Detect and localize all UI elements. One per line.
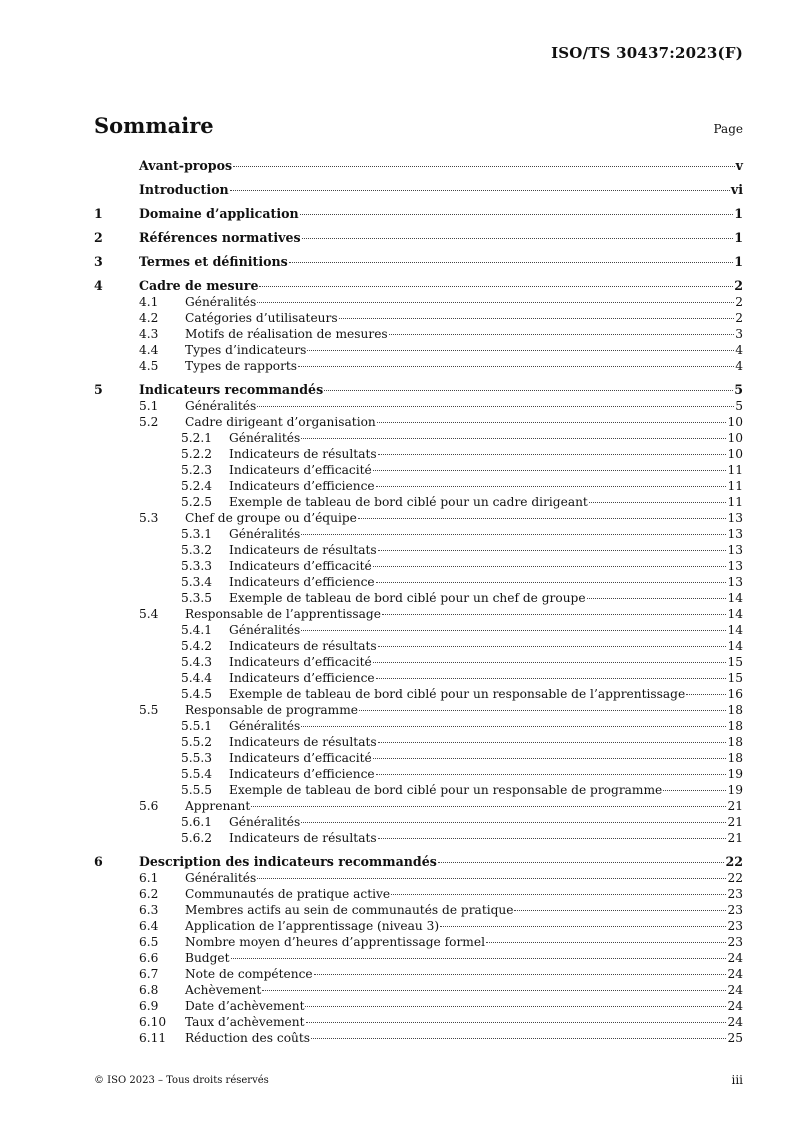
toc-entry[interactable]	[94, 934, 743, 950]
page-number: iii	[731, 1073, 743, 1087]
dot-leader	[376, 582, 727, 583]
toc-entry[interactable]	[94, 766, 743, 782]
dot-leader	[314, 974, 727, 975]
dot-leader	[376, 486, 727, 487]
dot-leader	[289, 262, 733, 263]
dot-leader	[358, 518, 727, 519]
toc-entry[interactable]	[94, 902, 743, 918]
toc-entry-number: 5.3.4	[181, 575, 213, 589]
toc-entry-label: Généralités	[185, 399, 257, 413]
toc-entry-page: 2	[735, 311, 743, 325]
dot-leader	[373, 566, 727, 567]
toc-entry-page: 1	[734, 254, 743, 269]
toc-entry[interactable]	[94, 950, 743, 966]
toc-entry-label: Catégories d’utilisateurs	[185, 311, 338, 325]
toc-entry[interactable]	[94, 830, 743, 846]
toc-entry-page: 15	[727, 655, 743, 669]
toc-entry-number: 6.2	[139, 887, 159, 901]
toc-entry-page: 23	[727, 903, 743, 917]
toc-entry[interactable]	[94, 278, 743, 294]
toc-entry-number: 6.5	[139, 935, 159, 949]
toc-entry-label: Avant-propos	[139, 158, 233, 173]
dot-leader	[440, 926, 726, 927]
toc-entry-number: 4.2	[139, 311, 159, 325]
toc-entry-page: 13	[727, 527, 743, 541]
dot-leader	[257, 302, 734, 303]
dot-leader	[376, 678, 727, 679]
dot-leader	[378, 454, 727, 455]
toc-entry[interactable]	[94, 918, 743, 934]
toc-entry-label: Domaine d’application	[139, 206, 299, 221]
toc-entry-label: Types d’indicateurs	[185, 343, 307, 357]
dot-leader	[359, 710, 726, 711]
dot-leader	[373, 662, 727, 663]
toc-entry[interactable]	[94, 734, 743, 750]
toc-entry-page: 10	[727, 431, 743, 445]
toc-entry-number: 5.6	[139, 799, 159, 813]
toc-entry[interactable]	[94, 462, 743, 478]
toc-entry[interactable]	[94, 686, 743, 702]
dot-leader	[233, 166, 735, 167]
dot-leader	[663, 790, 726, 791]
dot-leader	[262, 990, 726, 991]
dot-leader	[231, 958, 727, 959]
toc-entry-number: 5.4.4	[181, 671, 213, 685]
toc-entry-label: Généralités	[229, 623, 301, 637]
toc-entry-number: 6.7	[139, 967, 159, 981]
toc-entry-page: 13	[727, 543, 743, 557]
toc-entry-number: 5.3.2	[181, 543, 213, 557]
toc-entry-page: 13	[727, 575, 743, 589]
toc-entry-page: 5	[734, 382, 743, 397]
toc-entry[interactable]	[94, 294, 743, 310]
toc-entry-number: 4.5	[139, 359, 159, 373]
toc-entry-page: 14	[727, 591, 743, 605]
toc-entry-label: Indicateurs d’efficience	[229, 479, 375, 493]
toc-entry-page: 3	[735, 327, 743, 341]
dot-leader	[391, 894, 726, 895]
toc-entry[interactable]	[94, 782, 743, 798]
toc-entry-page: 10	[727, 447, 743, 461]
toc-entry-number: 6.8	[139, 983, 159, 997]
toc-entry[interactable]	[94, 574, 743, 590]
toc-entry-page: 1	[734, 206, 743, 221]
toc-entry-page: 14	[727, 607, 743, 621]
toc-entry-number: 6.3	[139, 903, 159, 917]
page-column-label: Page	[713, 122, 743, 136]
dot-leader	[377, 422, 727, 423]
toc-entry[interactable]	[94, 718, 743, 734]
toc-entry-label: Cadre dirigeant d’organisation	[185, 415, 376, 429]
toc-entry[interactable]	[94, 446, 743, 462]
toc-entry-page: 14	[727, 623, 743, 637]
toc-entry[interactable]	[94, 254, 743, 270]
toc-entry[interactable]	[94, 670, 743, 686]
dot-leader	[339, 318, 735, 319]
toc-entry[interactable]	[94, 998, 743, 1014]
dot-leader	[438, 862, 725, 863]
toc-entry-label: Membres actifs au sein de communautés de pratique	[185, 903, 514, 917]
toc-entry-number: 6	[94, 854, 103, 869]
toc-title-row	[94, 113, 743, 138]
toc-entry-label: Exemple de tableau de bord ciblé pour un responsable de programme	[229, 783, 663, 797]
dot-leader	[306, 1022, 727, 1023]
toc-entry-label: Description des indicateurs recommandés	[139, 854, 437, 869]
dot-leader	[378, 646, 727, 647]
dot-leader	[378, 550, 727, 551]
dot-leader	[686, 694, 726, 695]
dot-leader	[311, 1038, 726, 1039]
toc-entry[interactable]	[94, 478, 743, 494]
toc-entry-page: 18	[727, 751, 743, 765]
toc-entry-label: Indicateurs d’efficience	[229, 767, 375, 781]
toc-entry-number: 5.3.1	[181, 527, 213, 541]
toc-entry-page: 16	[727, 687, 743, 701]
toc-entry[interactable]	[94, 854, 743, 870]
toc-entry-number: 5.4.2	[181, 639, 213, 653]
toc-entry-label: Application de l’apprentissage (niveau 3)	[185, 919, 440, 933]
toc-entry-page: 21	[727, 815, 743, 829]
toc-entry-number: 5	[94, 382, 103, 397]
dot-leader	[230, 190, 730, 191]
dot-leader	[301, 822, 726, 823]
toc-entry-page: 11	[727, 495, 743, 509]
toc-entry-number: 5.1	[139, 399, 159, 413]
toc-entry-number: 5.5.4	[181, 767, 213, 781]
toc-entry-page: 18	[727, 735, 743, 749]
toc-entry-label: Chef de groupe ou d’équipe	[185, 511, 357, 525]
dot-leader	[376, 774, 727, 775]
toc-entry[interactable]	[94, 702, 743, 718]
toc-entry-number: 5.2.1	[181, 431, 213, 445]
toc-entry-page: 13	[727, 559, 743, 573]
toc-entry-page: 19	[727, 767, 743, 781]
toc-entry-label: Exemple de tableau de bord ciblé pour un cadre dirigeant	[229, 495, 588, 509]
toc-entry-page: 22	[727, 871, 743, 885]
toc-entry-page: 13	[727, 511, 743, 525]
toc-entry[interactable]	[94, 798, 743, 814]
copyright-notice: © ISO 2023 – Tous droits réservés	[94, 1075, 269, 1086]
toc-entry-page: v	[735, 158, 743, 173]
dot-leader	[389, 334, 735, 335]
toc-entry[interactable]	[94, 430, 743, 446]
dot-leader	[373, 758, 727, 759]
toc-entry-label: Apprenant	[185, 799, 251, 813]
toc-entry-number: 5.2.5	[181, 495, 213, 509]
toc-entry-page: 18	[727, 719, 743, 733]
toc-entry-page: 23	[727, 887, 743, 901]
dot-leader	[251, 806, 726, 807]
dot-leader	[514, 910, 726, 911]
toc-entry[interactable]	[94, 382, 743, 398]
toc-entry[interactable]	[94, 654, 743, 670]
toc-entry[interactable]	[94, 494, 743, 510]
toc-entry-number: 5.3.5	[181, 591, 213, 605]
toc-entry-number: 6.10	[139, 1015, 167, 1029]
dot-leader	[300, 214, 734, 215]
toc-entry-page: 23	[727, 919, 743, 933]
toc-entry[interactable]	[94, 542, 743, 558]
toc-entry[interactable]	[94, 870, 743, 886]
toc-entry[interactable]	[94, 814, 743, 830]
toc-entry-number: 5.6.2	[181, 831, 213, 845]
toc-entry[interactable]	[94, 510, 743, 526]
toc-entry-page: 1	[734, 230, 743, 245]
toc-entry-page: vi	[730, 182, 743, 197]
toc-entry-page: 23	[727, 935, 743, 949]
toc-entry[interactable]	[94, 230, 743, 246]
toc-entry[interactable]	[94, 886, 743, 902]
toc-entry[interactable]	[94, 158, 743, 174]
toc-entry-label: Indicateurs d’efficience	[229, 671, 375, 685]
toc-entry-number: 5.5	[139, 703, 159, 717]
toc-entry-page: 14	[727, 639, 743, 653]
toc-entry-label: Motifs de réalisation de mesures	[185, 327, 388, 341]
toc-entry-label: Indicateurs d’efficacité	[229, 655, 372, 669]
dot-leader	[486, 942, 727, 943]
dot-leader	[302, 238, 734, 239]
toc-entry-number: 3	[94, 254, 103, 269]
toc-entry[interactable]	[94, 206, 743, 222]
toc-entry-number: 1	[94, 206, 103, 221]
toc-entry[interactable]	[94, 310, 743, 326]
toc-entry-number: 6.9	[139, 999, 159, 1013]
toc-entry-label: Généralités	[229, 527, 301, 541]
dot-leader	[589, 502, 727, 503]
toc-entry-label: Généralités	[229, 719, 301, 733]
toc-entry-page: 11	[727, 479, 743, 493]
toc-entry-label: Généralités	[229, 815, 301, 829]
toc-entry-number: 5.5.2	[181, 735, 213, 749]
toc-entry-number: 2	[94, 230, 103, 245]
toc-entry-number: 5.5.3	[181, 751, 213, 765]
toc-entry-number: 6.6	[139, 951, 159, 965]
toc-entry-page: 24	[727, 951, 743, 965]
toc-entry-number: 5.2.2	[181, 447, 213, 461]
toc-entry-label: Budget	[185, 951, 230, 965]
toc-entry-label: Responsable de programme	[185, 703, 359, 717]
toc-entry-label: Achèvement	[185, 983, 262, 997]
toc-entry-page: 2	[734, 278, 743, 293]
toc-entry[interactable]	[94, 414, 743, 430]
toc-entry[interactable]	[94, 342, 743, 358]
dot-leader	[382, 614, 727, 615]
toc-entry-page: 21	[727, 799, 743, 813]
toc-entry-label: Date d’achèvement	[185, 999, 305, 1013]
toc-entry-label: Références normatives	[139, 230, 301, 245]
toc-entry-number: 5.6.1	[181, 815, 213, 829]
toc-entry-number: 6.4	[139, 919, 159, 933]
dot-leader	[301, 630, 726, 631]
page-title: Sommaire	[94, 113, 214, 138]
dot-leader	[301, 726, 726, 727]
toc-entry[interactable]	[94, 638, 743, 654]
toc-entry-page: 2	[735, 295, 743, 309]
toc-entry-number: 5.5.1	[181, 719, 213, 733]
toc-entry-label: Généralités	[185, 871, 257, 885]
toc-entry[interactable]	[94, 358, 743, 374]
dot-leader	[301, 534, 726, 535]
dot-leader	[587, 598, 727, 599]
toc-entry-label: Exemple de tableau de bord ciblé pour un responsable de l’apprentissage	[229, 687, 686, 701]
toc-entry-page: 24	[727, 983, 743, 997]
toc-entry-number: 6.11	[139, 1031, 167, 1045]
toc-entry-label: Indicateurs de résultats	[229, 831, 377, 845]
toc-entry[interactable]	[94, 398, 743, 414]
toc-entry-label: Indicateurs d’efficacité	[229, 559, 372, 573]
toc-entry-page: 22	[725, 854, 743, 869]
toc-entry[interactable]	[94, 590, 743, 606]
toc-entry[interactable]	[94, 182, 743, 198]
toc-entry[interactable]	[94, 1030, 743, 1046]
toc-entry-page: 24	[727, 967, 743, 981]
toc-entry-label: Indicateurs recommandés	[139, 382, 324, 397]
toc-entry-page: 11	[727, 463, 743, 477]
dot-leader	[301, 438, 726, 439]
toc-entry-number: 5.5.5	[181, 783, 213, 797]
toc-entry-page: 4	[735, 343, 743, 357]
dot-leader	[257, 878, 726, 879]
toc-entry-page: 10	[727, 415, 743, 429]
toc-entry-label: Généralités	[229, 431, 301, 445]
toc-entry[interactable]	[94, 622, 743, 638]
document-code: ISO/TS 30437:2023(F)	[551, 44, 743, 62]
toc-entry-page: 21	[727, 831, 743, 845]
toc-entry-page: 25	[727, 1031, 743, 1045]
toc-entry[interactable]	[94, 558, 743, 574]
toc-entry-number: 4.3	[139, 327, 159, 341]
toc-entry-page: 15	[727, 671, 743, 685]
dot-leader	[324, 390, 733, 391]
toc-entry-label: Nombre moyen d’heures d’apprentissage formel	[185, 935, 485, 949]
toc-entry-number: 5.4.1	[181, 623, 213, 637]
toc-entry-label: Communautés de pratique active	[185, 887, 391, 901]
toc-entry-number: 5.4.3	[181, 655, 213, 669]
toc-entry-label: Indicateurs de résultats	[229, 639, 377, 653]
dot-leader	[307, 350, 734, 351]
dot-leader	[378, 838, 727, 839]
dot-leader	[373, 470, 727, 471]
toc-entry-number: 5.2.4	[181, 479, 213, 493]
toc-entry-label: Indicateurs de résultats	[229, 543, 377, 557]
table-of-contents	[94, 158, 743, 1046]
toc-entry-label: Types de rapports	[185, 359, 298, 373]
toc-entry-label: Indicateurs de résultats	[229, 447, 377, 461]
toc-entry[interactable]	[94, 966, 743, 982]
toc-entry[interactable]	[94, 750, 743, 766]
toc-entry-number: 5.2.3	[181, 463, 213, 477]
toc-entry-number: 5.2	[139, 415, 159, 429]
toc-entry-label: Termes et définitions	[139, 254, 288, 269]
toc-entry-number: 4.4	[139, 343, 159, 357]
toc-entry-page: 19	[727, 783, 743, 797]
toc-entry-label: Indicateurs d’efficacité	[229, 751, 372, 765]
toc-entry-page: 18	[727, 703, 743, 717]
toc-entry-number: 4	[94, 278, 103, 293]
dot-leader	[298, 366, 734, 367]
toc-entry-number: 5.4.5	[181, 687, 213, 701]
toc-entry-label: Taux d’achèvement	[185, 1015, 305, 1029]
toc-entry-label: Responsable de l’apprentissage	[185, 607, 381, 621]
toc-entry-page: 24	[727, 1015, 743, 1029]
toc-entry[interactable]	[94, 606, 743, 622]
toc-entry[interactable]	[94, 526, 743, 542]
toc-entry-label: Cadre de mesure	[139, 278, 259, 293]
toc-entry-number: 5.3	[139, 511, 159, 525]
toc-entry-number: 5.4	[139, 607, 159, 621]
toc-entry-label: Indicateurs de résultats	[229, 735, 377, 749]
toc-entry-page: 5	[735, 399, 743, 413]
toc-entry-label: Indicateurs d’efficacité	[229, 463, 372, 477]
toc-entry[interactable]	[94, 1014, 743, 1030]
toc-entry-number: 4.1	[139, 295, 159, 309]
toc-entry[interactable]	[94, 326, 743, 342]
toc-entry-number: 5.3.3	[181, 559, 213, 573]
toc-entry-label: Généralités	[185, 295, 257, 309]
dot-leader	[259, 286, 733, 287]
dot-leader	[305, 1006, 726, 1007]
dot-leader	[378, 742, 727, 743]
toc-entry-label: Exemple de tableau de bord ciblé pour un chef de groupe	[229, 591, 586, 605]
toc-entry-number: 6.1	[139, 871, 159, 885]
toc-entry-page: 4	[735, 359, 743, 373]
toc-entry[interactable]	[94, 982, 743, 998]
toc-entry-label: Note de compétence	[185, 967, 313, 981]
toc-entry-page: 24	[727, 999, 743, 1013]
toc-entry-label: Indicateurs d’efficience	[229, 575, 375, 589]
dot-leader	[257, 406, 734, 407]
toc-entry-label: Réduction des coûts	[185, 1031, 311, 1045]
toc-entry-label: Introduction	[139, 182, 229, 197]
